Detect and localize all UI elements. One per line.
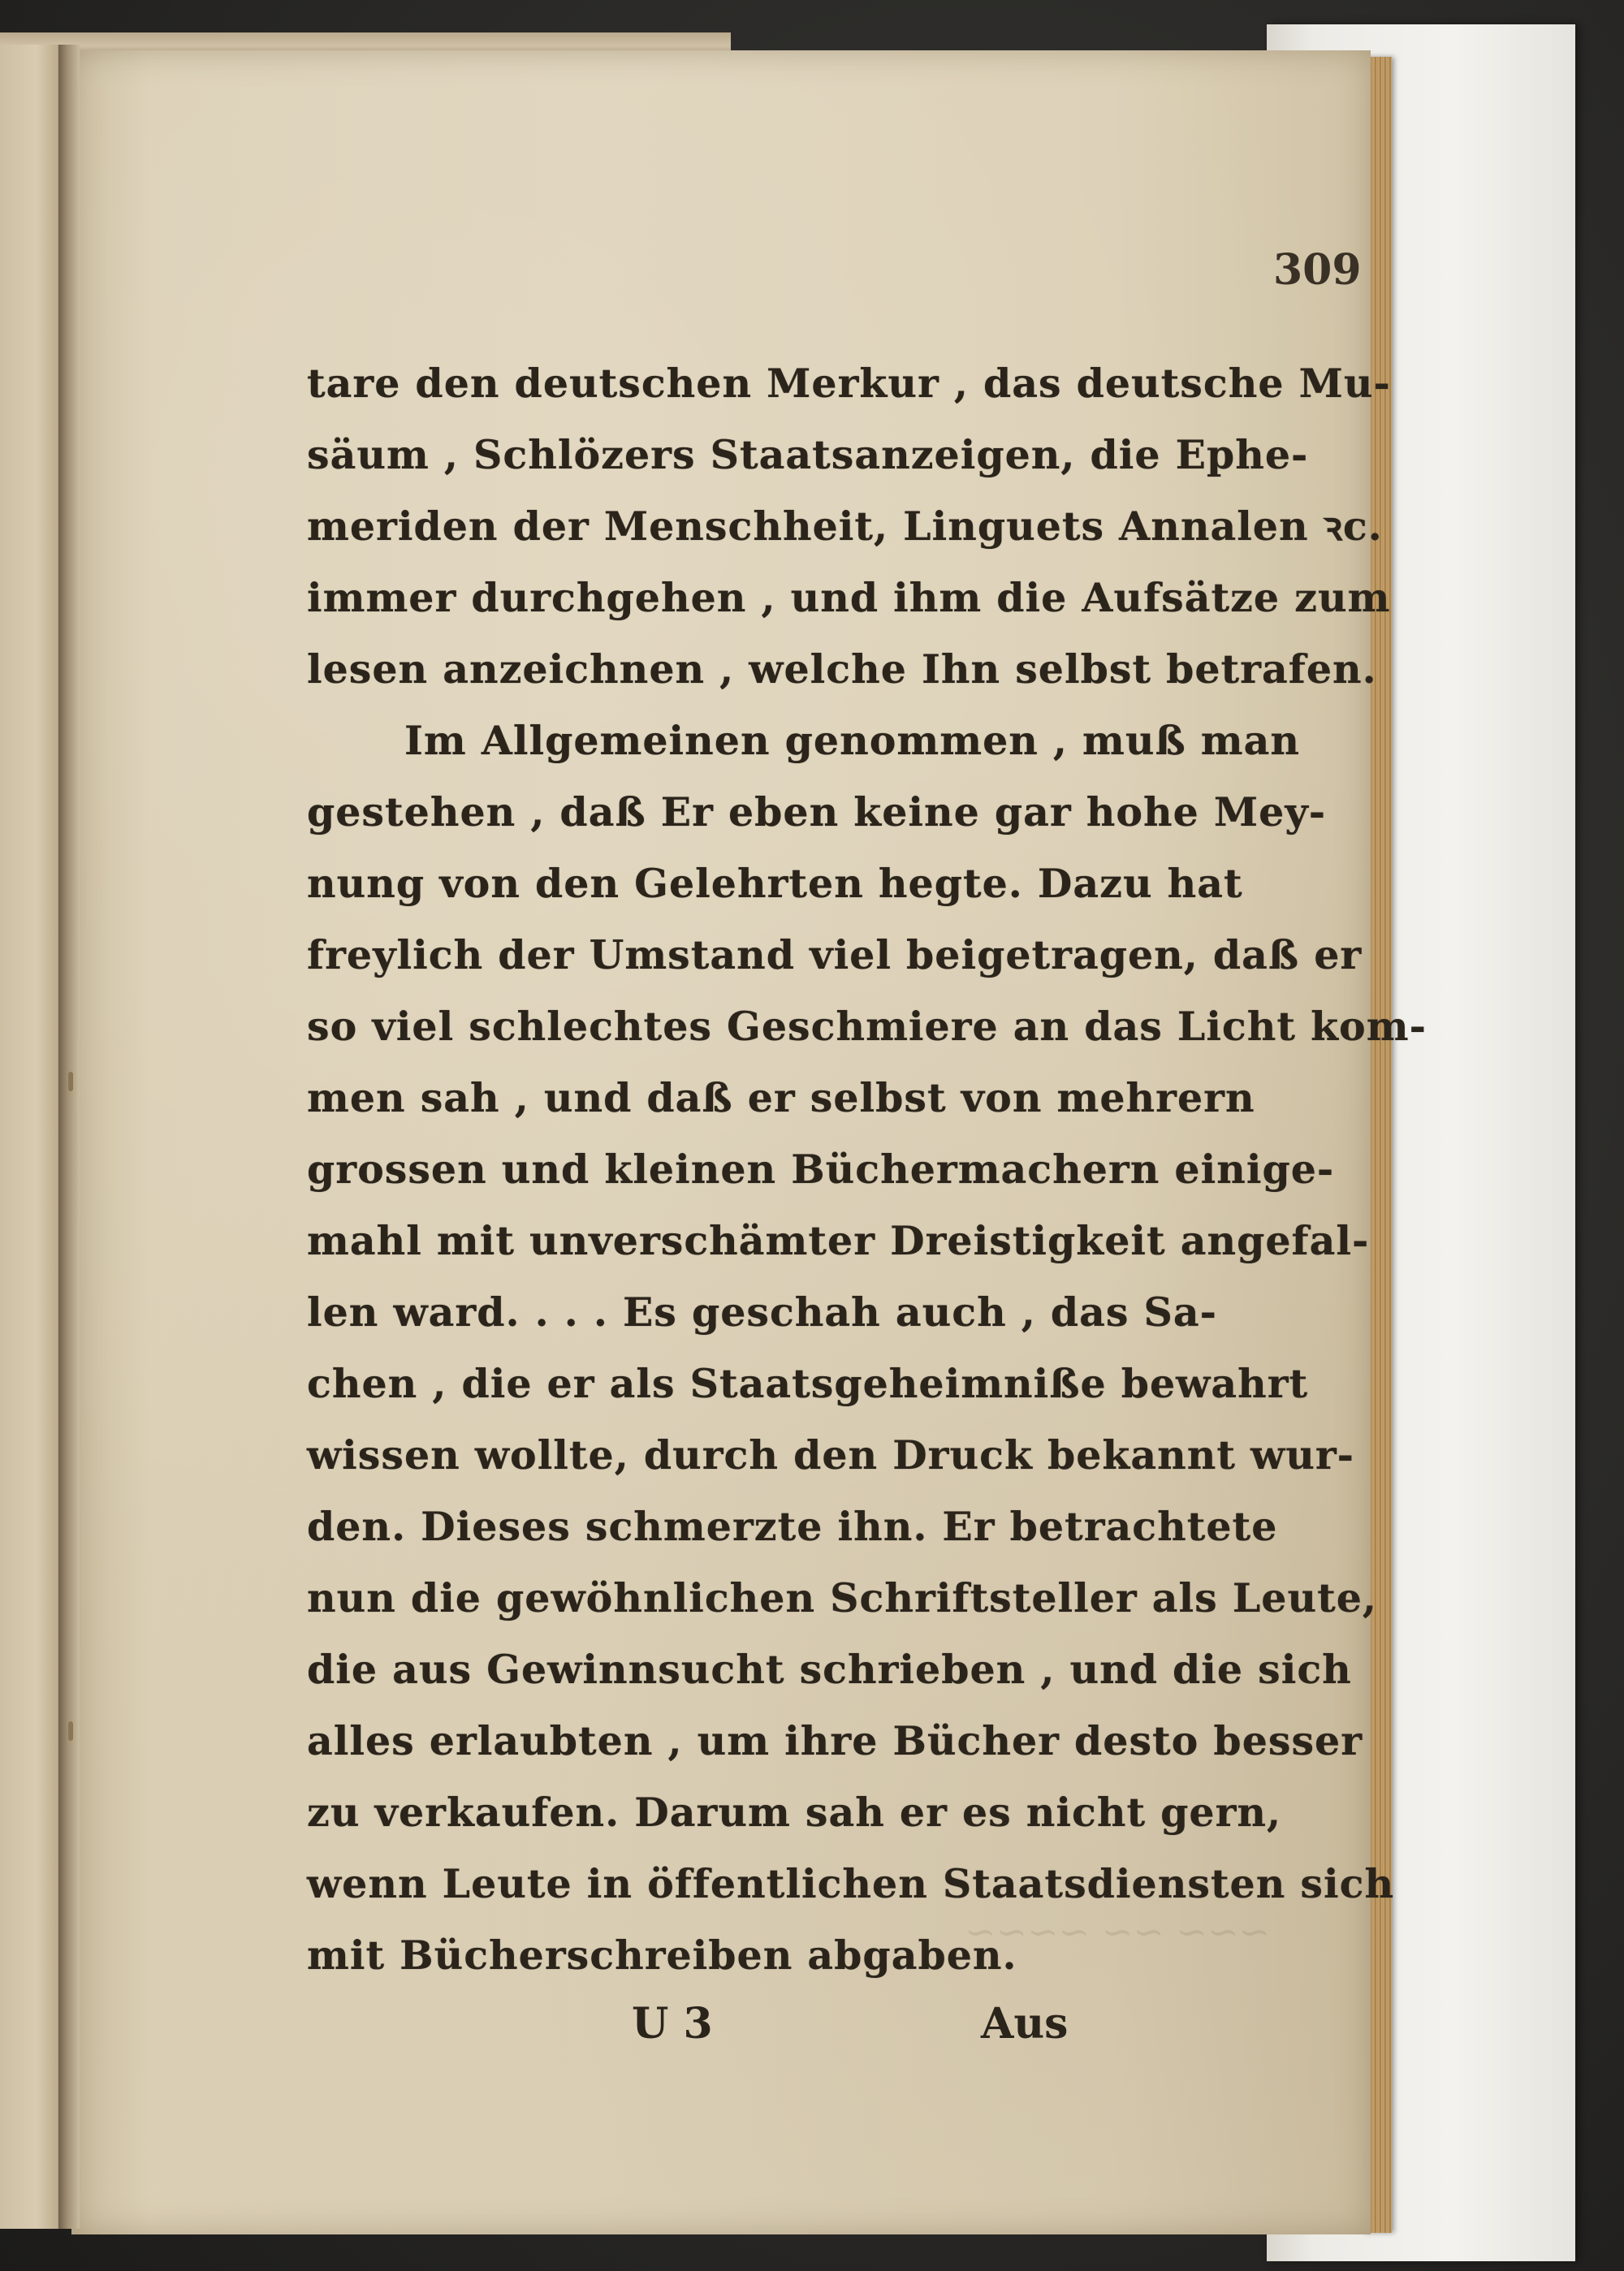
text-line-1: tare den deutschen Merkur , das deutsche Mu-: [307, 360, 1391, 407]
text-line-20: alles erlaubten , um ihre Bücher desto besser: [307, 1717, 1363, 1764]
text-line-14: len ward. . . . Es geschah auch , das Sa-: [307, 1289, 1218, 1336]
text-line-17: den. Dieses schmerzte ihn. Er betrachtete: [307, 1503, 1278, 1550]
text-line-19: die aus Gewinnsucht schrieben , und die sich: [307, 1646, 1352, 1693]
text-line-23: mit Bücherschreiben abgaben.: [307, 1932, 1017, 1979]
text-line-15: chen , die er als Staatsgeheimniße bewahrt: [307, 1360, 1309, 1407]
text-line-5: lesen anzeichnen , welche Ihn selbst betrafen.: [307, 645, 1377, 693]
book-page: [71, 50, 1427, 2234]
text-line-3: meriden der Menschheit, Linguets Annalen ꝛc.: [307, 503, 1383, 550]
text-line-8: nung von den Gelehrten hegte. Dazu hat: [307, 860, 1243, 907]
left-facing-page: [0, 45, 67, 2229]
binding-stitch: [68, 1721, 73, 1741]
text-line-4: immer durchgehen , und ihm die Aufsätze zum: [307, 574, 1391, 621]
signature-mark: U 3: [632, 1999, 713, 2049]
text-line-2: säum , Schlözers Staatsanzeigen, die Ephe-: [307, 431, 1309, 478]
text-line-22: wenn Leute in öffentlichen Staatsdiensten sich: [307, 1860, 1395, 1907]
show-through-text: ~~~ ~~ ~~~~: [965, 1910, 1271, 1954]
catchword: Aus: [981, 1999, 1069, 2049]
text-line-21: zu verkaufen. Darum sah er es nicht gern,: [307, 1789, 1282, 1836]
page-number: 309: [1273, 245, 1362, 295]
binding-stitch: [68, 1072, 73, 1091]
text-line-13: mahl mit unverschämter Dreistigkeit angefal-: [307, 1217, 1370, 1264]
text-line-12: grossen und kleinen Büchermachern einige-: [307, 1146, 1335, 1193]
text-line-16: wissen wollte, durch den Druck bekannt wur-: [307, 1431, 1355, 1479]
book-gutter: [58, 45, 80, 2229]
text-line-9: freylich der Umstand viel beigetragen, daß er: [307, 931, 1363, 978]
text-line-7: gestehen , daß Er eben keine gar hohe Mey-: [307, 788, 1327, 835]
text-line-10: so viel schlechtes Geschmiere an das Licht kom-: [307, 1003, 1427, 1050]
page-text-block: [307, 50, 1427, 2234]
text-line-18: nun die gewöhnlichen Schriftsteller als Leute,: [307, 1574, 1377, 1621]
text-line-6: Im Allgemeinen genommen , muß man: [404, 717, 1301, 764]
text-line-11: men sah , und daß er selbst von mehrern: [307, 1074, 1255, 1121]
